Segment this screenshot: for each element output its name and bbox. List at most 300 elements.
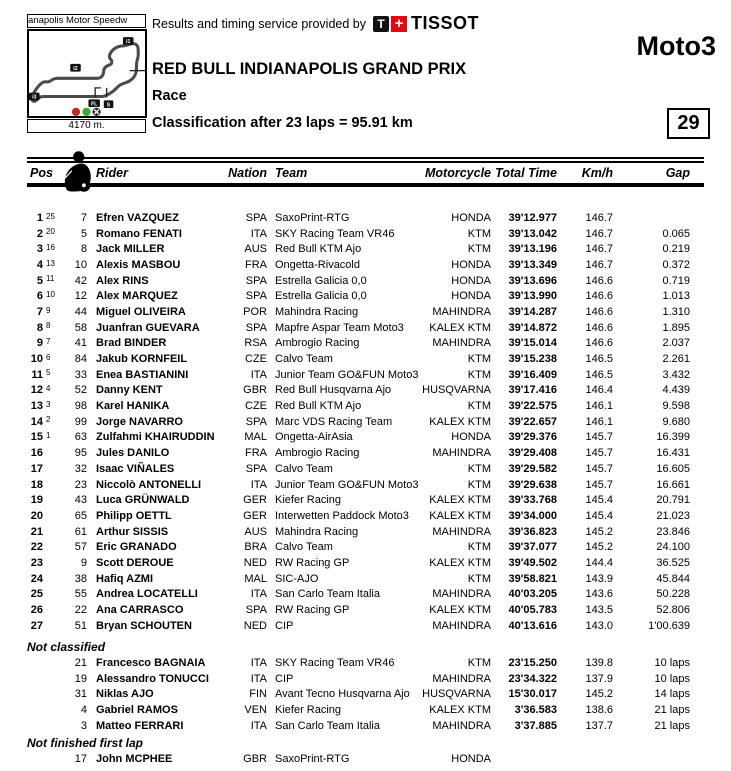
position: 3 xyxy=(36,243,43,256)
table-row xyxy=(27,430,704,446)
speed: 145.2 xyxy=(585,688,613,701)
gap: 20.791 xyxy=(656,494,690,507)
motorcycle-racer-icon xyxy=(58,148,96,195)
speed: 145.7 xyxy=(585,431,613,444)
nation: ITA xyxy=(250,478,267,491)
position: 12 xyxy=(30,384,43,397)
column-headers xyxy=(27,164,704,182)
col-gap: Gap xyxy=(665,166,690,180)
rider-name: Matteo FERRARI xyxy=(96,719,184,732)
points xyxy=(43,461,59,477)
gap: 21 laps xyxy=(654,719,690,732)
session-label: Race xyxy=(152,88,187,104)
team: San Carlo Team Italia xyxy=(275,719,380,732)
gap: 9.598 xyxy=(662,400,690,413)
team: RW Racing GP xyxy=(275,604,350,617)
rider-number: 58 xyxy=(74,321,87,334)
table-row xyxy=(27,477,704,493)
rider-number: 4 xyxy=(80,704,87,717)
total-time: 40'05.783 xyxy=(508,604,557,617)
red-light-icon xyxy=(72,108,80,116)
rider-name: Bryan SCHOUTEN xyxy=(96,619,192,632)
header-rule-bottom xyxy=(27,183,704,187)
rider-number: 19 xyxy=(74,672,87,685)
points xyxy=(43,687,59,703)
points: 25 xyxy=(46,211,55,221)
total-time: 23'15.250 xyxy=(508,657,557,670)
rider-number: 23 xyxy=(74,478,87,491)
motorcycle: MAHINDRA xyxy=(432,305,491,318)
rider-number: 57 xyxy=(74,541,87,554)
rider-name: Zulfahmi KHAIRUDDIN xyxy=(96,431,215,444)
table-row xyxy=(27,414,704,430)
speed: 145.7 xyxy=(585,462,613,475)
position: 21 xyxy=(30,525,43,538)
total-time: 39'13.990 xyxy=(508,290,557,303)
speed: 145.7 xyxy=(585,447,613,460)
nation: ITA xyxy=(250,719,267,732)
table-row xyxy=(27,445,704,461)
nation: SPA xyxy=(245,321,267,334)
table-row xyxy=(27,351,704,367)
points xyxy=(43,751,59,767)
speed: 146.6 xyxy=(585,290,613,303)
points: 8 xyxy=(46,321,51,331)
team: San Carlo Team Italia xyxy=(275,588,380,601)
gap: 2.037 xyxy=(662,337,690,350)
service-line xyxy=(152,13,479,34)
event-title: RED BULL INDIANAPOLIS GRAND PRIX xyxy=(152,60,467,78)
table-row xyxy=(27,288,704,304)
table-row xyxy=(27,587,704,603)
rider-number: 65 xyxy=(74,509,87,522)
speed: 146.1 xyxy=(585,415,613,428)
nation: CZE xyxy=(245,353,267,366)
rider-name: Francesco BAGNAIA xyxy=(96,657,206,670)
gap: 23.846 xyxy=(656,525,690,538)
gap: 2.261 xyxy=(662,353,690,366)
motorcycle: KALEX KTM xyxy=(429,321,491,334)
rider-name: John MCPHEE xyxy=(96,753,173,766)
position: 2 xyxy=(36,227,43,240)
nation: SPA xyxy=(245,274,267,287)
rider-number: 17 xyxy=(74,753,87,766)
total-time: 39'13.349 xyxy=(508,258,557,271)
team: Red Bull Husqvarna Ajo xyxy=(275,384,392,397)
rider-name: Jack MILLER xyxy=(96,243,165,256)
rider-number: 43 xyxy=(74,494,87,507)
marker-i2: i2 xyxy=(73,65,78,72)
team: SKY Racing Team VR46 xyxy=(275,657,395,670)
points xyxy=(43,602,59,618)
speed: 146.5 xyxy=(585,368,613,381)
gap: 21 laps xyxy=(654,704,690,717)
rider-name: Karel HANIKA xyxy=(96,400,170,413)
total-time: 39'22.575 xyxy=(508,400,557,413)
team: CIP xyxy=(275,672,294,685)
col-nation: Nation xyxy=(228,166,267,180)
team: Mapfre Aspar Team Moto3 xyxy=(275,321,404,334)
rider-number: 38 xyxy=(74,572,87,585)
total-time: 39'49.502 xyxy=(508,556,557,569)
rider-name: Arthur SISSIS xyxy=(96,525,169,538)
speed: 146.6 xyxy=(585,305,613,318)
team: Ongetta-Rivacold xyxy=(275,258,360,271)
rider-number: 55 xyxy=(74,588,87,601)
track-map xyxy=(27,29,147,118)
table-row xyxy=(27,241,704,257)
gap: 16.399 xyxy=(656,431,690,444)
rider-name: Niklas AJO xyxy=(96,688,154,701)
points xyxy=(43,718,59,734)
total-time: 39'33.768 xyxy=(508,494,557,507)
gap: 0.065 xyxy=(662,227,690,240)
position: 7 xyxy=(36,305,43,318)
rider-number: 5 xyxy=(80,227,87,240)
rider-name: Gabriel RAMOS xyxy=(96,704,178,717)
team: Marc VDS Racing Team xyxy=(275,415,393,428)
team: Ongetta-AirAsia xyxy=(275,431,353,444)
gap xyxy=(613,751,690,767)
speed: 146.7 xyxy=(585,243,613,256)
team: Estrella Galicia 0,0 xyxy=(275,274,367,287)
position: 18 xyxy=(30,478,43,491)
points: 3 xyxy=(46,399,51,409)
rider-number: 3 xyxy=(80,719,87,732)
track-length: 4170 m. xyxy=(27,119,146,133)
nation: FIN xyxy=(249,688,267,701)
points xyxy=(43,555,59,571)
position xyxy=(27,687,43,703)
nation: ITA xyxy=(250,657,267,670)
rider-number: 33 xyxy=(74,368,87,381)
total-time: 40'03.205 xyxy=(508,588,557,601)
gap: 1.013 xyxy=(662,290,690,303)
motorcycle: KALEX KTM xyxy=(429,556,491,569)
total-time: 15'30.017 xyxy=(508,688,557,701)
rider-number: 31 xyxy=(74,688,87,701)
team: Interwetten Paddock Moto3 xyxy=(275,509,409,522)
speed: 145.4 xyxy=(585,509,613,522)
motorcycle: KTM xyxy=(467,243,491,256)
nation: MAL xyxy=(244,431,267,444)
points: 20 xyxy=(46,227,55,237)
total-time: 39'12.977 xyxy=(508,211,557,224)
rider-name: Andrea LOCATELLI xyxy=(96,588,198,601)
section-label: Not classified xyxy=(27,639,106,654)
nation: AUS xyxy=(244,243,267,256)
col-team: Team xyxy=(275,166,308,180)
rider-name: Scott DEROUE xyxy=(96,556,174,569)
position: 25 xyxy=(30,588,43,601)
tissot-logo xyxy=(373,13,479,34)
team: SKY Racing Team VR46 xyxy=(275,227,395,240)
rider-number: 99 xyxy=(74,415,87,428)
circuit-name-box: anapolis Motor Speedw xyxy=(27,14,146,28)
gap: 1'00.639 xyxy=(648,619,690,632)
team: Avant Tecno Husqvarna Ajo xyxy=(275,688,410,701)
rider-number: 95 xyxy=(74,447,87,460)
position: 5 xyxy=(36,274,43,287)
nation: MAL xyxy=(244,572,267,585)
rider-number: 63 xyxy=(74,431,87,444)
team: Red Bull KTM Ajo xyxy=(275,243,362,256)
rider-number: 84 xyxy=(74,353,87,366)
gap: 16.661 xyxy=(656,478,690,491)
gap: 0.719 xyxy=(662,274,690,287)
team: RW Racing GP xyxy=(275,556,350,569)
position: 10 xyxy=(30,353,43,366)
total-time: 39'16.409 xyxy=(508,368,557,381)
rider-name: Romano FENATI xyxy=(96,227,182,240)
nation: SPA xyxy=(245,462,267,475)
table-row xyxy=(27,336,704,352)
team: Junior Team GO&FUN Moto3 xyxy=(275,368,419,381)
position xyxy=(27,718,43,734)
gap: 3.432 xyxy=(662,368,690,381)
speed: 146.5 xyxy=(585,353,613,366)
rider-name: Efren VAZQUEZ xyxy=(96,211,179,224)
section-label: Not finished first lap xyxy=(27,735,144,750)
table-row xyxy=(27,492,704,508)
position xyxy=(27,702,43,718)
nation: GBR xyxy=(243,753,267,766)
speed: 137.9 xyxy=(585,672,613,685)
motorcycle: HUSQVARNA xyxy=(422,384,491,397)
total-time: 39'58.821 xyxy=(508,572,557,585)
total-time: 3'37.885 xyxy=(514,719,557,732)
nation: GER xyxy=(243,509,267,522)
points: 4 xyxy=(46,384,51,394)
points xyxy=(43,477,59,493)
total-time: 39'37.077 xyxy=(508,541,557,554)
total-time: 39'29.376 xyxy=(508,431,557,444)
rider-number: 42 xyxy=(74,274,87,287)
col-motorcycle: Motorcycle xyxy=(425,166,491,180)
gap: 0.372 xyxy=(662,258,690,271)
motorcycle: KTM xyxy=(467,478,491,491)
table-row xyxy=(27,751,704,767)
motorcycle: HONDA xyxy=(451,274,491,287)
speed: 143.5 xyxy=(585,604,613,617)
motorcycle: KALEX KTM xyxy=(429,415,491,428)
points xyxy=(43,539,59,555)
crossed-circle-icon xyxy=(92,108,100,116)
rider-number: 51 xyxy=(74,619,87,632)
rider-name: Alessandro TONUCCI xyxy=(96,672,209,685)
team: SIC-AJO xyxy=(275,572,319,585)
table-row xyxy=(27,618,704,634)
motorcycle: HONDA xyxy=(451,431,491,444)
motorcycle: KTM xyxy=(467,353,491,366)
nation: GBR xyxy=(243,384,267,397)
nation: VEN xyxy=(244,704,267,717)
table-row xyxy=(27,539,704,555)
green-light-icon xyxy=(82,108,90,116)
motorcycle: MAHINDRA xyxy=(432,525,491,538)
position: 26 xyxy=(30,604,43,617)
track-outline xyxy=(32,44,138,102)
total-time: 39'29.408 xyxy=(508,447,557,460)
table-row xyxy=(27,320,704,336)
nation: ITA xyxy=(250,588,267,601)
points: 2 xyxy=(46,415,51,425)
position: 17 xyxy=(30,462,43,475)
track-map-drawing xyxy=(29,31,145,116)
total-time: 40'13.616 xyxy=(508,619,557,632)
motorcycle: MAHINDRA xyxy=(432,337,491,350)
points: 13 xyxy=(46,258,55,268)
classification-table xyxy=(27,210,704,767)
motorcycle: KALEX KTM xyxy=(429,704,491,717)
marker-s: S xyxy=(106,102,111,109)
team: Estrella Galicia 0,0 xyxy=(275,290,367,303)
position: 9 xyxy=(36,337,43,350)
total-time: 39'15.014 xyxy=(508,337,557,350)
table-row xyxy=(27,383,704,399)
rider-name: Alex RINS xyxy=(96,274,149,287)
table-row xyxy=(27,367,704,383)
gap: 50.228 xyxy=(656,588,690,601)
rider-name: Brad BINDER xyxy=(96,337,167,350)
rider-name: Luca GRÜNWALD xyxy=(96,494,190,507)
motorcycle: KALEX KTM xyxy=(429,509,491,522)
points: 5 xyxy=(46,368,51,378)
nation: NED xyxy=(243,556,267,569)
tissot-cross-icon: + xyxy=(391,16,407,32)
team: SaxoPrint-RTG xyxy=(275,753,350,766)
table-row xyxy=(27,508,704,524)
classification-line: Classification after 23 laps = 95.91 km xyxy=(152,115,413,131)
table-row xyxy=(27,210,704,226)
gap: 14 laps xyxy=(654,688,690,701)
rider-number: 52 xyxy=(74,384,87,397)
team: Calvo Team xyxy=(275,353,333,366)
total-time: 39'13.696 xyxy=(508,274,557,287)
table-row xyxy=(27,398,704,414)
col-total-time: Total Time xyxy=(495,166,557,180)
rider-name: Jakub KORNFEIL xyxy=(96,353,188,366)
position: 24 xyxy=(30,572,43,585)
position: 15 xyxy=(30,431,43,444)
page-number: 29 xyxy=(667,108,710,139)
total-time: 39'17.416 xyxy=(508,384,557,397)
position xyxy=(27,751,43,767)
marker-fl: FL xyxy=(90,101,98,108)
nation: ITA xyxy=(250,672,267,685)
total-time: 39'36.823 xyxy=(508,525,557,538)
table-header xyxy=(27,157,704,193)
team: Calvo Team xyxy=(275,462,333,475)
motorcycle: MAHINDRA xyxy=(432,588,491,601)
gap xyxy=(613,210,690,226)
speed: 146.1 xyxy=(585,400,613,413)
points: 6 xyxy=(46,352,51,362)
table-row xyxy=(27,524,704,540)
gap: 52.806 xyxy=(656,604,690,617)
motorcycle: MAHINDRA xyxy=(432,672,491,685)
speed: 145.7 xyxy=(585,478,613,491)
motorcycle: KALEX KTM xyxy=(429,604,491,617)
rider-name: Ana CARRASCO xyxy=(96,604,184,617)
motorcycle: HONDA xyxy=(451,258,491,271)
nation: BRA xyxy=(244,541,267,554)
gap: 4.439 xyxy=(662,384,690,397)
gap: 1.310 xyxy=(662,305,690,318)
position: 11 xyxy=(31,368,43,381)
team: Mahindra Racing xyxy=(275,525,359,538)
points xyxy=(43,508,59,524)
motorcycle: HONDA xyxy=(451,290,491,303)
rider-number: 12 xyxy=(74,290,87,303)
rider-number: 7 xyxy=(80,211,87,224)
total-time: 39'22.657 xyxy=(508,415,557,428)
nation: SPA xyxy=(245,415,267,428)
motorcycle: MAHINDRA xyxy=(432,719,491,732)
nation: ITA xyxy=(250,227,267,240)
table-row xyxy=(27,555,704,571)
motorcycle: MAHINDRA xyxy=(432,619,491,632)
gap: 10 laps xyxy=(654,672,690,685)
points: 10 xyxy=(46,289,55,299)
rider-name: Eric GRANADO xyxy=(96,541,177,554)
rider-name: Enea BASTIANINI xyxy=(96,368,189,381)
marker-i3: i3 xyxy=(32,94,37,101)
rider-name: Danny KENT xyxy=(96,384,163,397)
team: CIP xyxy=(275,619,294,632)
table-row xyxy=(27,671,704,687)
position: 6 xyxy=(36,290,43,303)
position: 16 xyxy=(30,447,43,460)
position: 14 xyxy=(30,415,43,428)
speed: 146.4 xyxy=(585,384,613,397)
motorcycle: MAHINDRA xyxy=(432,447,491,460)
points xyxy=(43,587,59,603)
motorcycle: KTM xyxy=(467,462,491,475)
service-text: Results and timing service provided by xyxy=(152,16,366,31)
speed: 146.6 xyxy=(585,274,613,287)
team: Kiefer Racing xyxy=(275,704,342,717)
gap: 21.023 xyxy=(656,509,690,522)
speed: 146.7 xyxy=(585,211,613,224)
gap: 1.895 xyxy=(662,321,690,334)
motorcycle: KTM xyxy=(467,572,491,585)
motorcycle: KTM xyxy=(467,541,491,554)
marker-i1: i1 xyxy=(126,39,131,46)
speed: 146.7 xyxy=(585,258,613,271)
rider-number: 98 xyxy=(74,400,87,413)
rider-name: Jorge NAVARRO xyxy=(96,415,183,428)
position: 8 xyxy=(36,321,43,334)
rider-number: 10 xyxy=(74,258,87,271)
table-row xyxy=(27,304,704,320)
points xyxy=(43,618,59,634)
team: Red Bull KTM Ajo xyxy=(275,400,362,413)
position xyxy=(27,671,43,687)
nation: SPA xyxy=(245,290,267,303)
speed: 137.7 xyxy=(585,719,613,732)
col-pos: Pos xyxy=(30,166,53,180)
gap: 36.525 xyxy=(656,556,690,569)
col-rider: Rider xyxy=(96,166,128,180)
header-rule-top xyxy=(27,157,704,159)
points xyxy=(43,445,59,461)
points xyxy=(43,492,59,508)
total-time: 39'14.872 xyxy=(508,321,557,334)
rider-name: Jules DANILO xyxy=(96,447,170,460)
position: 23 xyxy=(30,556,43,569)
team: Ambrogio Racing xyxy=(275,337,360,350)
